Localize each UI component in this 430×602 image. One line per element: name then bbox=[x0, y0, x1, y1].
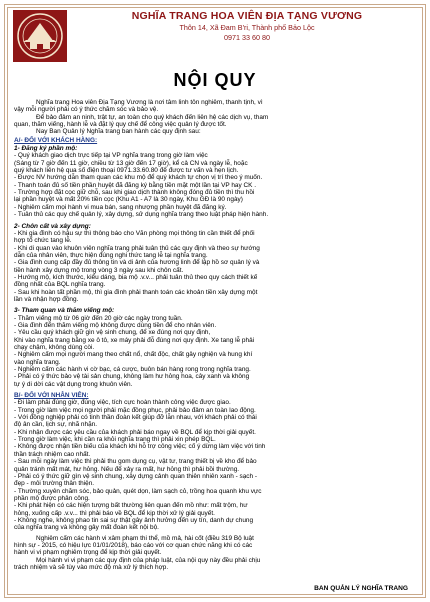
rule-line: - Không được nhận tiền biếu của khách khi hỗ trợ công việc; cố ý dừng làm việc với tinh bbox=[14, 443, 266, 451]
closing-line: trách nhiệm và sẽ tùy vào mức độ mà xử lý thích hợp. bbox=[14, 563, 169, 571]
rule-line: - Sau khi hoàn tất phần mộ, thì gia đình phải thanh toán các khoản tiền xây dựng một bbox=[14, 288, 258, 296]
page-title: NỘI QUY bbox=[173, 70, 257, 90]
rule-line: - Trường hợp đặt cọc giữ chỗ, sau khi giao dịch thành không đóng đủ tiền thì thu hồi bbox=[14, 189, 255, 197]
rule-line: quản tránh mất mát, hư hỏng. Nếu để xảy ra mất, hư hỏng thì phải bồi thường. bbox=[14, 465, 240, 473]
rule-line: - Quý khách giao dịch trực tiếp tại VP nghĩa trang trong giờ làm việc bbox=[14, 152, 208, 160]
rule-line: tự ý di dời các vật dụng trong khuôn viên. bbox=[14, 380, 133, 388]
rule-line: - Với đồng nghiệp phải có tinh thần đoàn kết giúp đỡ lẫn nhau, với khách phải có thái bbox=[14, 414, 257, 422]
cemetery-name: NGHĨA TRANG HOA VIÊN ĐỊA TẠNG VƯƠNG bbox=[131, 10, 363, 22]
document-body bbox=[14, 99, 418, 571]
section-b-heading: B/- ĐỐI VỚI NHÂN VIÊN: bbox=[14, 392, 89, 400]
rule-line: (Sáng từ 7 giờ đến 11 giờ, chiều từ 13 giờ đến 17 giờ), kể cả CN và ngày lễ, hoặc bbox=[14, 159, 248, 167]
intro-line: Nghĩa trang Hoa viên Địa Tạng Vương là nơi tâm linh tôn nghiêm, thanh tịnh, vì bbox=[36, 99, 263, 106]
closing-line: hình sự - 2015, có hiệu lực 01/01/2018), báo cáo với cơ quan chức năng khi có các bbox=[14, 541, 253, 549]
intro-line: vậy mỗi người phải có ý thức chăm sóc và bảo vệ. bbox=[14, 106, 159, 114]
rule-line: - Được NV hướng dẫn tham quan các khu mộ để quý khách tự chọn vị trí theo ý muốn. bbox=[14, 174, 263, 182]
rule-line: - Gia đình cung cấp đầy đủ thông tin và di ảnh của hương linh để lập hồ sơ quản lý và bbox=[14, 259, 260, 267]
subsection-2-heading: 2- Chôn cất và xây dựng: bbox=[14, 222, 91, 230]
rule-line: hợp tổ chức tang lễ. bbox=[14, 237, 72, 245]
rule-line: tiền hành xây dựng mộ trong vòng 3 ngày sau khi chôn cất. bbox=[14, 266, 184, 274]
rule-line: - Phải có ý thức bảo vệ tài sản chung, không làm hư hỏng hoa, cây xanh và không bbox=[14, 373, 250, 381]
rule-line: - Trong giờ làm việc mọi người phải mặc đồng phục, phải bảo đảm an toàn lao động. bbox=[14, 406, 256, 414]
rule-line: chạy chậm, không dùng còi. bbox=[14, 344, 95, 351]
rule-line: thần trách nhiệm cao nhất. bbox=[14, 450, 91, 458]
rule-line: - Đi làm phải đúng giờ, đúng việc, tích cực hoàn thành công việc được giao. bbox=[14, 399, 231, 407]
rule-line: đẹp - môi trường thân thiện. bbox=[14, 480, 95, 488]
rule-line: - Yêu cầu quý khách giữ gìn vệ sinh chung, để xe đúng nơi quy định, bbox=[14, 329, 211, 337]
rule-line: - Thường xuyên chăm sóc, bảo quản, quét dọn, làm sạch cỏ, trồng hoa quanh khu vực bbox=[14, 487, 262, 495]
closing-line: Nghiêm cấm các hành vi xâm phạm thi thể, mồ mả, hài cốt (điều 319 Bộ luật bbox=[36, 534, 254, 542]
rule-line: - Nghiêm cấm mọi hành vi mua bán, sang nhượng phần huyệt đã đăng ký. bbox=[14, 203, 227, 211]
rule-line: của nghĩa trang và không gây mất đoàn kết nội bộ. bbox=[14, 524, 159, 532]
header-title-block bbox=[82, 10, 412, 42]
rule-line: - Hướng mộ, kích thước, kiểu dáng, bia mộ .v.v... phải tuân thủ theo quy cách thiết kế bbox=[14, 273, 258, 281]
rule-line: - Sau mỗi ngày làm việc thì phải thu gom dụng cụ, vật tư, trang thiết bị về kho để bảo bbox=[14, 458, 257, 466]
rule-line: - Khi nhận được các yêu cầu của khách phải báo ngay về BQL để kịp thời giải quyết. bbox=[14, 428, 256, 436]
section-a-heading: A/- ĐỐI VỚI KHÁCH HÀNG: bbox=[14, 136, 98, 144]
closing-line: hành vi vi phạm nghiêm trọng để kịp thời giải quyết. bbox=[14, 549, 162, 557]
rule-line: phần mộ được phân công. bbox=[14, 494, 90, 502]
rule-line: - Khi phát hiện có các hiện tượng bất thường liên quan đến mồ như: mất trộm, hư bbox=[14, 502, 248, 510]
rule-line: - Trong giờ làm việc, khi cần ra khỏi nghĩa trang thì phải xin phép BQL. bbox=[14, 436, 216, 444]
rule-line: - Gia đình đến thăm viếng mộ không được dùng tiền để cho nhân viên. bbox=[14, 321, 217, 329]
subsection-1-heading: 1- Đăng ký phần mộ: bbox=[14, 145, 78, 153]
rule-line: đồng nhất của BQL nghĩa trang. bbox=[14, 281, 106, 289]
rule-line: - Nghiêm cấm các hành vi cờ bạc, cá cược, buôn bán hàng rong trong nghĩa trang. bbox=[14, 366, 251, 374]
rule-line: - Không nghe, không phao tin sai sự thật gây ảnh hưởng đến uy tín, danh dự chung bbox=[14, 516, 254, 524]
rule-line: quý khách liên hệ qua số điện thoại 0971.33.60.80 để được tư vấn và hẹn lịch. bbox=[14, 167, 239, 175]
rule-line: hỏng, xuống cấp .v.v... thì phải báo về BQL để kịp thời xử lý giải quyết. bbox=[14, 509, 215, 517]
closing-line: Mọi hành vi vi phạm các quy định của pháp luật, của nội quy này đều phải chịu bbox=[36, 556, 261, 564]
header bbox=[12, 9, 418, 65]
rule-line: Khi vào nghĩa trang bằng xe ô tô, xe máy phải đỗ đúng nơi quy định. Xe tang lễ phải bbox=[14, 336, 255, 344]
intro-line: quan, thăm viếng, hành lễ và đặt lý quy chế để công việc quản lý được tốt. bbox=[14, 121, 227, 129]
cemetery-address: Thôn 14, Xã Đam B'ri, Thành phố Bảo Lộc bbox=[179, 23, 315, 32]
cemetery-phone: 0971 33 60 80 bbox=[224, 33, 270, 42]
rule-line: - Tuân thủ các quy chế quản lý, xây dựng, sử dụng nghĩa trang theo luật pháp hiện hành. bbox=[14, 211, 269, 219]
intro-line: Để bảo đảm an ninh, trật tự, an toàn cho quý khách đến liên hệ các dịch vụ, tham bbox=[36, 113, 269, 121]
rule-line: lần và nhận hợp đồng. bbox=[14, 295, 79, 303]
rule-line: - Nghiêm cấm mọi người mang theo chất nổ, chất độc, chất gây nghiện và hung khí bbox=[14, 351, 253, 359]
rule-line: - Thanh toán đủ số tiền phần huyệt đã đăng ký bằng tiền mặt một lần tại VP hay CK . bbox=[14, 181, 257, 189]
rule-line: - Thăm viếng mộ từ 06 giờ đến 20 giờ các ngày trong tuần. bbox=[14, 314, 183, 322]
intro-line: Nay Ban Quản lý Nghĩa trang ban hành các quy định sau: bbox=[36, 128, 201, 136]
rule-line: lại phần huyệt và mất 20% tiền cọc (Khu A1 - A7 là 30 ngày, Khu GĐ là 90 ngày) bbox=[14, 196, 243, 204]
rule-line: vào nghĩa trang. bbox=[14, 358, 61, 366]
temple-seal-icon bbox=[12, 9, 68, 63]
rule-line: độ ân cần, lịch sự, nhã nhặn. bbox=[14, 421, 98, 429]
rule-line: - Khi di quan vào khuôn viên nghĩa trang phải tuân thủ các quy định và theo sự hướng bbox=[14, 244, 260, 252]
signature: BAN QUẢN LÝ NGHĨA TRANG bbox=[314, 585, 408, 592]
rule-line: - Phải có ý thức giữ gìn vệ sinh chung, xây dựng cảnh quan thiên nhiên xanh - sạch - bbox=[14, 472, 258, 480]
rule-line: - Khi gia đình có hậu sự thì thông báo cho Văn phòng mọi thông tin cần thiết để phối bbox=[14, 229, 255, 237]
rule-line: dẫn của nhân viên, thực hiện đúng nghi thức tang lễ tại nghĩa trang. bbox=[14, 251, 208, 259]
subsection-3-heading: 3- Tham quan và thăm viếng mộ: bbox=[14, 307, 115, 315]
